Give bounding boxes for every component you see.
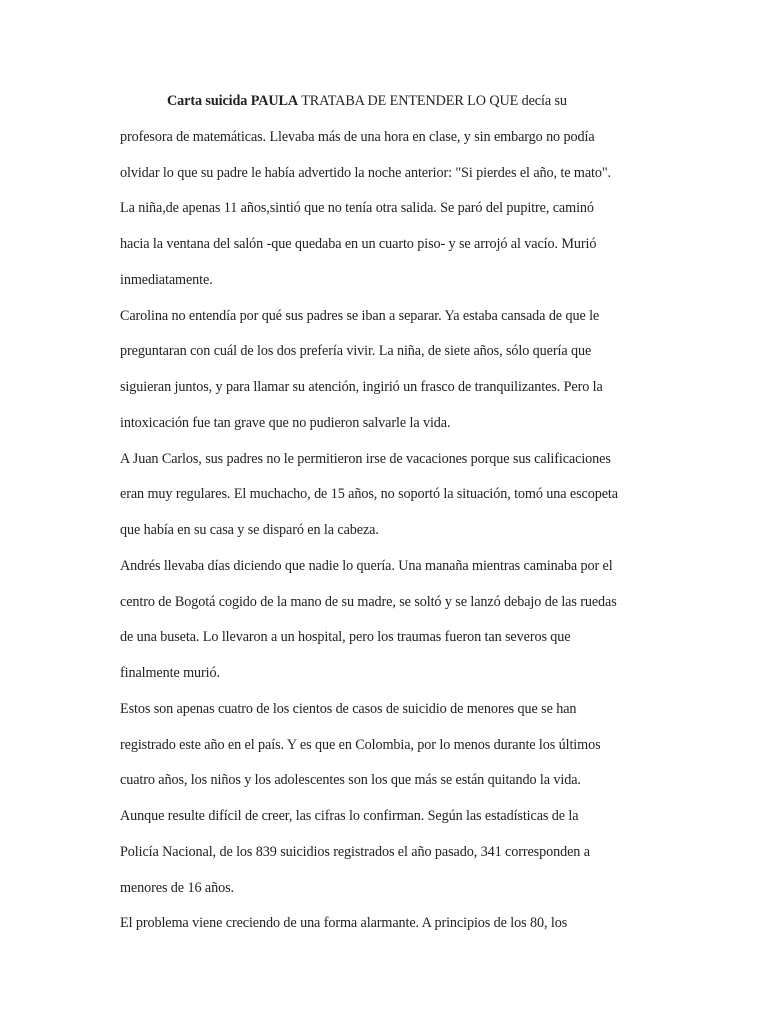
body-line: siguieran juntos, y para llamar su atención, ingirió un frasco de tranquilizantes. Pero la (120, 379, 603, 395)
document-body (120, 84, 660, 942)
body-line: La niña,de apenas 11 años,sintió que no tenía otra salida. Se paró del pupitre, caminó (120, 200, 594, 217)
body-line: finalmente murió. (120, 665, 220, 681)
body-line: que había en su casa y se disparó en la cabeza. (120, 522, 379, 538)
body-line: cuatro años, los niños y los adolescentes son los que más se están quitando la vida. (120, 772, 581, 789)
document-title: Carta suicida PAULA (167, 93, 299, 109)
body-line: registrado este año en el país. Y es que en Colombia, por lo menos durante los últimos (120, 736, 601, 753)
body-line: A Juan Carlos, sus padres no le permitieron irse de vacaciones porque sus calificaciones (120, 450, 611, 467)
body-line: hacia la ventana del salón -que quedaba en un cuarto piso- y se arrojó al vacío. Murió (120, 236, 597, 252)
body-line: Estos son apenas cuatro de los cientos de casos de suicidio de menores que se han (120, 700, 577, 717)
title-continuation: TRATABA DE ENTENDER LO QUE decía su (298, 93, 567, 109)
body-line: olvidar lo que su padre le había advertido la noche anterior: "Si pierdes el año, te mato". (120, 164, 611, 181)
title-line (120, 84, 660, 120)
body-line: Policía Nacional, de los 839 suicidios registrados el año pasado, 341 corresponden a (120, 843, 590, 860)
body-line: de una buseta. Lo llevaron a un hospital, pero los traumas fueron tan severos que (120, 629, 571, 646)
body-line: preguntaran con cuál de los dos prefería vivir. La niña, de siete años, sólo quería que (120, 343, 592, 360)
body-line: intoxicación fue tan grave que no pudieron salvarle la vida. (120, 414, 451, 431)
body-line: El problema viene creciendo de una forma alarmante. A principios de los 80, los (120, 915, 568, 932)
body-line: eran muy regulares. El muchacho, de 15 años, no soportó la situación, tomó una escopeta (120, 486, 618, 503)
body-line: centro de Bogotá cogido de la mano de su madre, se soltó y se lanzó debajo de las ruedas (120, 593, 617, 610)
body-line: profesora de matemáticas. Llevaba más de una hora en clase, y sin embargo no podía (120, 128, 595, 145)
body-line: Andrés llevaba días diciendo que nadie lo quería. Una manaña mientras caminaba por el (120, 557, 613, 574)
body-line: inmediatamente. (120, 271, 213, 288)
body-line: Aunque resulte difícil de creer, las cifras lo confirman. Según las estadísticas de la (120, 808, 579, 824)
body-line: menores de 16 años. (120, 879, 234, 896)
body-line: Carolina no entendía por qué sus padres se iban a separar. Ya estaba cansada de que le (120, 307, 600, 324)
